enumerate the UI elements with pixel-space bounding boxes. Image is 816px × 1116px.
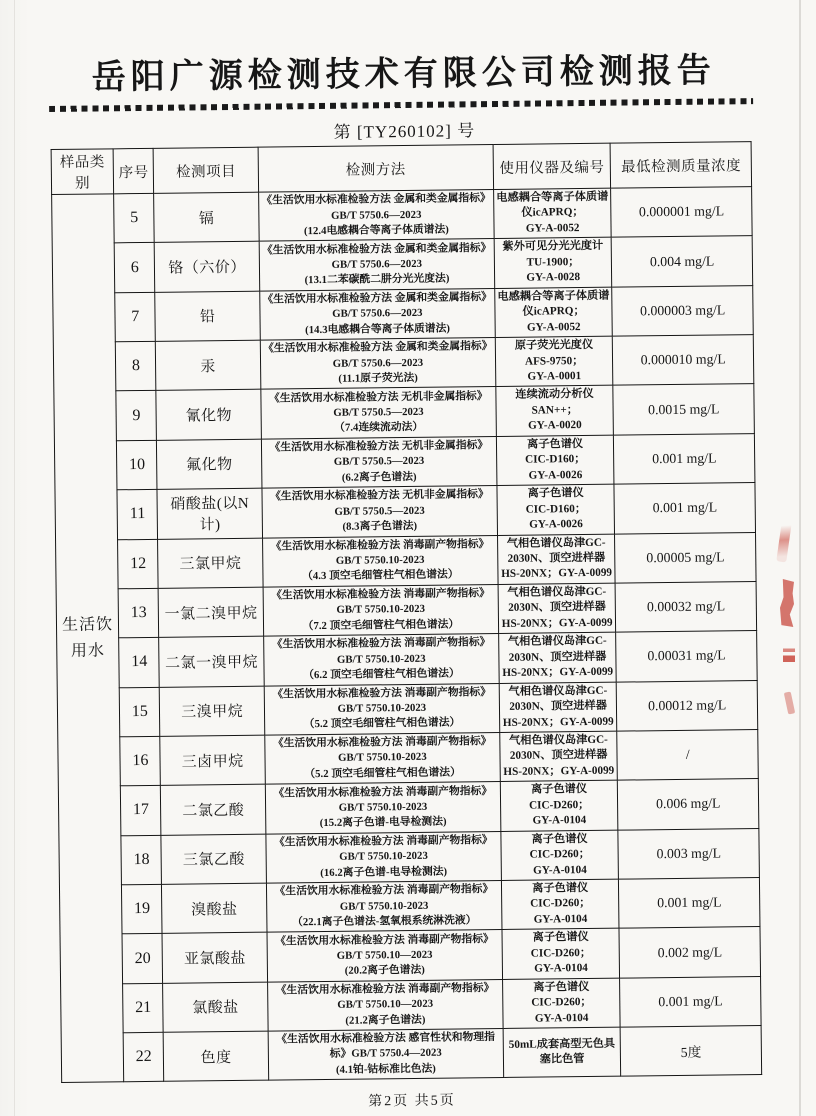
- detection-limit-value: 0.00031 mg/L: [616, 631, 757, 682]
- detection-limit-value: 0.00005 mg/L: [615, 532, 756, 583]
- detection-limit-value: 0.001 mg/L: [614, 483, 755, 534]
- table-row: [52, 236, 753, 293]
- test-method: 《生活饮用水标准检验方法 金属和类金属指标》GB/T 5750.6—2023 (12.4电感耦合等离子体质谱法): [258, 190, 494, 242]
- table-row: [57, 680, 758, 737]
- test-method: 《生活饮用水标准检验方法 消毒副产物指标》GB/T 5750.10—2023 (21.2离子色谱法): [267, 979, 503, 1031]
- detection-limit-value: 0.001 mg/L: [619, 878, 760, 929]
- table-header-row: [51, 142, 751, 195]
- table-row: [56, 581, 757, 638]
- detection-limit-value: 0.00012 mg/L: [617, 680, 758, 731]
- report-table: [51, 141, 763, 1083]
- header-test-item: 检测项目: [154, 147, 259, 193]
- instrument-and-number: 气相色谱仪岛津GC-2030N、顶空进样器HS-20NX；GY-A-0099: [497, 534, 615, 585]
- test-item: 三氯乙酸: [161, 834, 266, 885]
- test-item: 一氯二溴甲烷: [159, 587, 264, 638]
- test-method: 《生活饮用水标准检验方法 消毒副产物指标》GB/T 5750.10-2023 （22.1离子色谱法-氢氧根系统淋洗液）: [266, 881, 502, 933]
- instrument-and-number: 气相色谱仪岛津GC-2030N、顶空进样器HS-20NX；GY-A-0099: [500, 731, 618, 782]
- detection-limit-value: 0.000010 mg/L: [613, 335, 754, 386]
- test-method: 《生活饮用水标准检验方法 消毒副产物指标》 GB/T 5750.10-2023 (15.2离子色谱-电导检测法): [265, 782, 501, 834]
- test-item: 二氯一溴甲烷: [159, 636, 264, 687]
- row-serial-number: 22: [123, 1032, 164, 1081]
- row-serial-number: 19: [122, 884, 163, 934]
- detection-limit-value: 0.001 mg/L: [620, 976, 761, 1027]
- instrument-and-number: 50mL成套高型无色具塞比色管: [503, 1027, 621, 1077]
- test-item: 溴酸盐: [162, 883, 267, 934]
- row-serial-number: 15: [119, 687, 160, 737]
- table-row: [59, 828, 760, 885]
- detection-limit-value: 0.002 mg/L: [619, 927, 760, 978]
- row-serial-number: 6: [114, 243, 155, 293]
- test-item: 三卤甲烷: [160, 735, 265, 786]
- instrument-and-number: 离子色谱仪 CIC-D260； GY-A-0104: [502, 929, 620, 980]
- test-method: 《生活饮用水标准检验方法 消毒副产物指标》GB/T 5750.10-2023 （7.2 顶空毛细管柱气相色谱法）: [263, 584, 499, 636]
- test-method: 《生活饮用水标准检验方法 无机非金属指标》GB/T 5750.5—2023 (8.3离子色谱法): [262, 486, 498, 538]
- test-item: 三溴甲烷: [160, 686, 265, 737]
- instrument-and-number: 电感耦合等离子体质谱仪icAPRQ； GY-A-0052: [495, 287, 613, 338]
- table-row: [52, 187, 753, 244]
- instrument-and-number: 紫外可见分光光度计 TU-1900； GY-A-0028: [494, 238, 612, 289]
- table-row: [55, 483, 756, 540]
- test-item: 氰化物: [156, 390, 261, 441]
- table-row: [56, 532, 757, 589]
- header-serial-number: 序号: [113, 148, 154, 193]
- row-serial-number: 5: [114, 193, 155, 243]
- instrument-and-number: 气相色谱仪岛津GC-2030N、顶空进样器HS-20NX；GY-A-0099: [498, 583, 616, 634]
- detection-limit-value: 0.004 mg/L: [612, 236, 753, 287]
- test-method: 《生活饮用水标准检验方法 消毒副产物指标》GB/T 5750.10—2023 (20.2离子色谱法): [267, 930, 503, 982]
- table-row: [60, 927, 761, 984]
- header-sample-category: 样品类别: [51, 149, 114, 195]
- table-row: [53, 285, 754, 342]
- row-serial-number: 8: [116, 341, 157, 391]
- row-serial-number: 13: [118, 588, 159, 638]
- sample-category-cell: 生活饮用水: [52, 194, 124, 1083]
- table-row: [57, 631, 758, 688]
- test-item: 汞: [156, 340, 261, 391]
- test-item: 硝酸盐(以N计): [157, 488, 262, 539]
- table-row: [61, 976, 762, 1033]
- test-method: 《生活饮用水标准检验方法 金属和类金属指标》GB/T 5750.6—2023 (11.1原子荧光法): [260, 338, 496, 390]
- table-row: [58, 779, 759, 836]
- report-title: 岳阳广源检测技术有限公司检测报告: [91, 51, 716, 97]
- test-item: 氯酸盐: [163, 982, 268, 1033]
- detection-limit-value: 0.003 mg/L: [618, 828, 759, 879]
- row-serial-number: 17: [121, 786, 162, 836]
- detection-limit-value: 0.001 mg/L: [614, 433, 755, 484]
- test-item: 铅: [155, 291, 260, 342]
- instrument-and-number: 离子色谱仪 CIC-D260； GY-A-0104: [502, 978, 620, 1029]
- test-item: 色度: [164, 1031, 269, 1081]
- test-method: 《生活饮用水标准检验方法 金属和类金属指标》GB/T 5750.6—2023 (14.3电感耦合等离子体质谱法): [260, 288, 496, 340]
- detection-limit-value: 0.00032 mg/L: [615, 581, 756, 632]
- instrument-and-number: 离子色谱仪 CIC-D260； GY-A-0104: [500, 780, 618, 831]
- test-method: 《生活饮用水标准检验方法 金属和类金属指标》GB/T 5750.6—2023 (13.1二苯碳酰二肼分光光度法): [259, 239, 495, 291]
- detection-limit-value: 0.000001 mg/L: [611, 187, 752, 238]
- instrument-and-number: 连续流动分析仪 SAN++； GY-A-0020: [496, 386, 614, 437]
- instrument-and-number: 气相色谱仪岛津GC-2030N、顶空进样器HS-20NX；GY-A-0099: [499, 682, 617, 733]
- instrument-and-number: 气相色谱仪岛津GC-2030N、顶空进样器HS-20NX；GY-A-0099: [499, 632, 617, 683]
- row-serial-number: 21: [123, 983, 164, 1033]
- row-serial-number: 16: [120, 736, 161, 786]
- test-item: 镉: [154, 192, 259, 243]
- test-method: 《生活饮用水标准检验方法 消毒副产物指标》GB/T 5750.10-2023 （6.2 顶空毛细管柱气相色谱法）: [264, 634, 500, 686]
- row-serial-number: 10: [117, 440, 158, 490]
- table-row: [61, 1026, 762, 1083]
- test-item: 三氯甲烷: [158, 538, 263, 589]
- test-item: 亚氯酸盐: [162, 933, 267, 984]
- header-instrument: 使用仪器及编号: [493, 143, 611, 189]
- detection-limit-value: /: [617, 730, 758, 781]
- row-serial-number: 9: [116, 391, 157, 441]
- instrument-and-number: 离子色谱仪 CIC-D160； GY-A-0026: [497, 484, 615, 535]
- table-row: [54, 433, 755, 490]
- test-method: 《生活饮用水标准检验方法 消毒副产物指标》GB/T 5750.10-2023 （5.2 顶空毛细管柱气相色谱法）: [264, 683, 500, 735]
- row-serial-number: 18: [121, 835, 162, 885]
- instrument-and-number: 离子色谱仪 CIC-D160； GY-A-0026: [496, 435, 614, 486]
- row-serial-number: 12: [118, 539, 159, 589]
- test-item: 铬（六价）: [155, 242, 260, 293]
- table-row: [53, 335, 754, 392]
- detection-limit-value: 0.006 mg/L: [618, 779, 759, 830]
- row-serial-number: 7: [115, 292, 156, 342]
- page-footer: 第2页 共5页: [368, 1093, 456, 1110]
- test-method: 《生活饮用水标准检验方法 感官性状和物理指标》GB/T 5750.4—2023 (4.1铂-钴标准比色法): [268, 1029, 504, 1081]
- row-serial-number: 14: [119, 638, 160, 688]
- table-row: [58, 730, 759, 787]
- report-table-body: [52, 187, 762, 1083]
- detection-limit-value: 5度: [620, 1026, 761, 1077]
- instrument-and-number: 离子色谱仪 CIC-D260； GY-A-0104: [501, 830, 619, 881]
- row-serial-number: 11: [117, 490, 158, 540]
- detection-limit-value: 0.0015 mg/L: [613, 384, 754, 435]
- dotted-divider: [49, 98, 753, 112]
- instrument-and-number: 原子荧光光度仪 AFS-9750； GY-A-0001: [495, 336, 613, 387]
- table-row: [54, 384, 755, 441]
- test-item: 氟化物: [157, 439, 262, 490]
- table-row: [59, 878, 760, 935]
- report-number: 第 [TY260102] 号: [333, 121, 476, 142]
- detection-limit-value: 0.000003 mg/L: [612, 285, 753, 336]
- test-item: 二氯乙酸: [161, 784, 266, 835]
- header-detection-limit: 最低检测质量浓度: [610, 142, 751, 189]
- test-method: 《生活饮用水标准检验方法 消毒副产物指标》GB/T 5750.10-2023 (16.2离子色谱-电导检测法): [266, 831, 502, 883]
- test-method: 《生活饮用水标准检验方法 消毒副产物指标》GB/T 5750.10-2023 （5.2 顶空毛细管柱气相色谱法）: [265, 732, 501, 784]
- header-test-method: 检测方法: [258, 145, 493, 193]
- test-method: 《生活饮用水标准检验方法 消毒副产物指标》GB/T 5750.10-2023 （4.3 顶空毛细管柱气相色谱法）: [262, 535, 498, 587]
- instrument-and-number: 电感耦合等离子体质谱仪icAPRQ； GY-A-0052: [493, 188, 611, 239]
- row-serial-number: 20: [122, 934, 163, 984]
- test-method: 《生活饮用水标准检验方法 无机非金属指标》GB/T 5750.5—2023 (6.2离子色谱法): [261, 436, 497, 488]
- test-method: 《生活饮用水标准检验方法 无机非金属指标》GB/T 5750.5—2023 （7.4连续流动法）: [261, 387, 497, 439]
- instrument-and-number: 离子色谱仪 CIC-D260； GY-A-0104: [501, 879, 619, 930]
